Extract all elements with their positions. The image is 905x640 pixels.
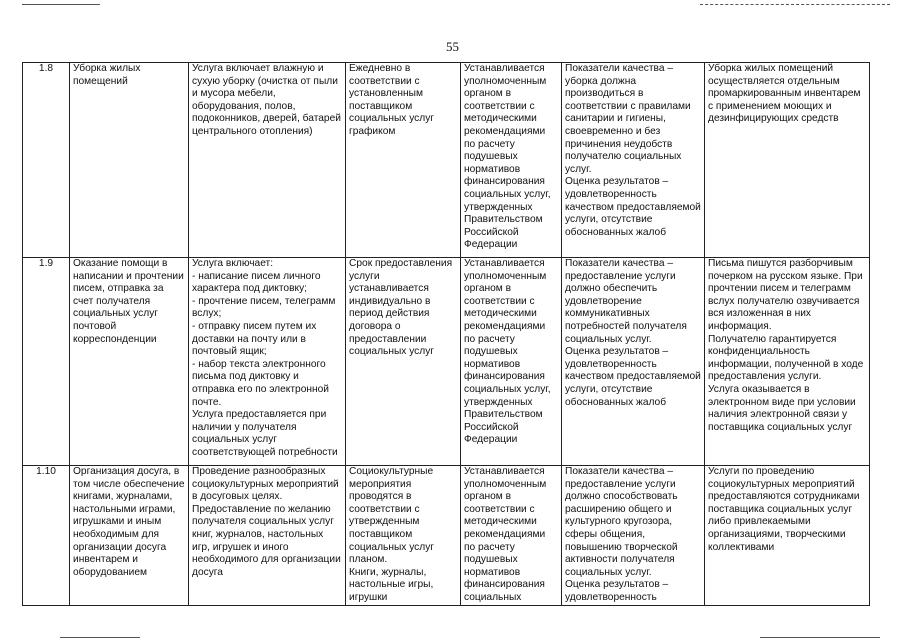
service-conditions: Уборка жилых помещений осуществляется отдельным промаркированным инвентарем с применением моющих и дезинфицирующих средств xyxy=(705,63,870,258)
service-quality: Показатели качества – уборка должна производиться в соответствии с правилами санитарии и гигиены, своевременно и без причинения неудобств получателю социальных услуг. Оценка результатов – удовлетворенность качеством предоставляемой услуги, отсутствие обоснованных жалоб xyxy=(562,63,705,258)
row-number: 1.9 xyxy=(23,258,70,466)
row-number: 1.8 xyxy=(23,63,70,258)
service-term: Социокультурные мероприятия проводятся в соответствии с утвержденным поставщиком социальных услуг планом. Книги, журналы, настольные игры, игрушки xyxy=(346,466,461,606)
service-description: Услуга включает: - написание писем личного характера под диктовку; - прочтение писем, телеграмм вслух; - отправку писем путем их доставки на почту или в почтовый ящик; - набор текста электронного письма под диктовку и отправка его по электронной почте. Услуга предоставляется при наличии у получателя социальных услуг соответствующей потребности xyxy=(189,258,346,466)
service-cost: Устанавливается уполномоченным органом в соответствии с методическими рекомендациями по расчету подушевых нормативов финансирования социальных xyxy=(461,466,562,606)
service-conditions: Услуги по проведению социокультурных мероприятий предоставляются сотрудниками поставщика социальных услуг либо привлекаемыми организациями, творческими коллективами xyxy=(705,466,870,606)
table-row xyxy=(23,466,870,606)
bottom-rule-right xyxy=(760,637,880,638)
page-number: 55 xyxy=(446,39,459,54)
services-table xyxy=(22,62,870,606)
service-term: Срок предоставления услуги устанавливается индивидуально в период действия договора о предоставлении социальных услуг xyxy=(346,258,461,466)
table-row xyxy=(23,63,870,258)
service-conditions: Письма пишутся разборчивым почерком на русском языке. При прочтении писем и телеграмм вслух получателю озвучивается вся изложенная в них информация. Получателю гарантируется конфиденциальность информации, полученной в ходе предоставления услуги. Услуга оказывается в электронном виде при условии наличия электронной связи у поставщика социальных услуг xyxy=(705,258,870,466)
table-row xyxy=(23,258,870,466)
service-quality: Показатели качества – предоставление услуги должно обеспечить удовлетворение коммуникативных потребностей получателя социальных услуг. Оценка результатов – удовлетворенность качеством предоставляемой услуги, отсутствие обоснованных жалоб xyxy=(562,258,705,466)
service-cost: Устанавливается уполномоченным органом в соответствии с методическими рекомендациями по расчету подушевых нормативов финансирования социальных услуг, утвержденных Правительством Российской Федерации xyxy=(461,63,562,258)
row-number: 1.10 xyxy=(23,466,70,606)
service-cost: Устанавливается уполномоченным органом в соответствии с методическими рекомендациями по расчету подушевых нормативов финансирования социальных услуг, утвержденных Правительством Российской Федерации xyxy=(461,258,562,466)
service-name: Организация досуга, в том числе обеспечение книгами, журналами, настольными играми, игрушками и иным необходимым для организации досуга инвентарем и оборудованием xyxy=(70,466,189,606)
service-name: Уборка жилых помещений xyxy=(70,63,189,258)
service-term: Ежедневно в соответствии с установленным поставщиком социальных услуг графиком xyxy=(346,63,461,258)
top-rule-right xyxy=(700,4,890,5)
bottom-rule-left xyxy=(60,637,140,638)
top-rule-left xyxy=(22,4,100,5)
service-description: Услуга включает влажную и сухую уборку (очистка от пыли и мусора мебели, оборудования, полов, подоконников, дверей, батарей центрального отопления) xyxy=(189,63,346,258)
service-name: Оказание помощи в написании и прочтении писем, отправка за счет получателя социальных услуг почтовой корреспонденции xyxy=(70,258,189,466)
service-description: Проведение разнообразных социокультурных мероприятий в досуговых целях. Предоставление по желанию получателя социальных услуг книг, журналов, настольных игр, игрушек и иного необходимого для организации досуга xyxy=(189,466,346,606)
service-quality: Показатели качества – предоставление услуги должно способствовать расширению общего и культурного кругозора, сферы общения, повышению творческой активности получателя социальных услуг. Оценка результатов – удовлетворенность xyxy=(562,466,705,606)
